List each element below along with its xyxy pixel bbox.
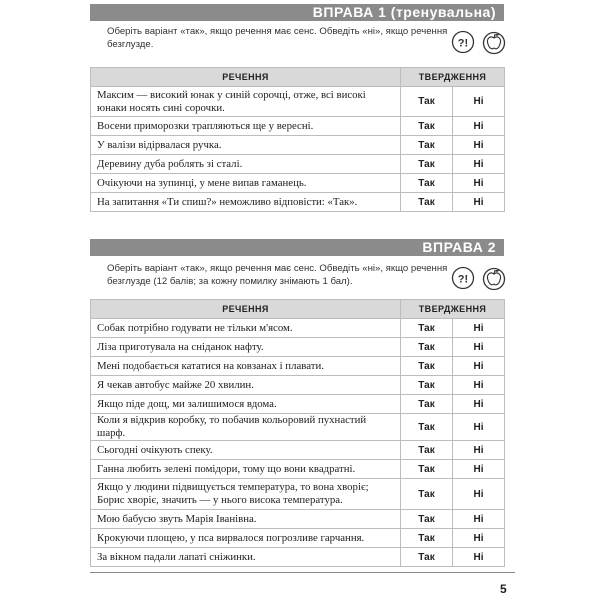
option-no[interactable]: Ні bbox=[453, 174, 505, 193]
sentence-cell: За вікном падали лапаті сніжинки. bbox=[91, 548, 401, 567]
sentence-cell: Деревину дуба роблять зі сталі. bbox=[91, 155, 401, 174]
option-yes[interactable]: Так bbox=[401, 441, 453, 460]
table-row bbox=[91, 548, 505, 567]
option-no[interactable]: Ні bbox=[453, 510, 505, 529]
table-row bbox=[91, 460, 505, 479]
table-row bbox=[91, 117, 505, 136]
table-row bbox=[91, 319, 505, 338]
option-yes[interactable]: Так bbox=[401, 548, 453, 567]
option-yes[interactable]: Так bbox=[401, 174, 453, 193]
option-no[interactable]: Ні bbox=[453, 441, 505, 460]
question-exclamation-icon bbox=[453, 32, 474, 53]
table-row bbox=[91, 529, 505, 548]
sentence-cell: Ліза приготувала на сніданок нафту. bbox=[91, 338, 401, 357]
question-exclamation-icon bbox=[453, 268, 474, 289]
option-no[interactable]: Ні bbox=[453, 376, 505, 395]
option-no[interactable]: Ні bbox=[453, 136, 505, 155]
sentence-cell: У валізи відірвалася ручка. bbox=[91, 136, 401, 155]
exercise-2-table bbox=[90, 299, 505, 567]
table-row bbox=[91, 136, 505, 155]
option-yes[interactable]: Так bbox=[401, 193, 453, 212]
column-header-sentence: РЕЧЕННЯ bbox=[91, 300, 401, 319]
sentence-cell: Ганна любить зелені помідори, тому що вони квадратні. bbox=[91, 460, 401, 479]
sentence-cell: Сьогодні очікують спеку. bbox=[91, 441, 401, 460]
option-yes[interactable]: Так bbox=[401, 155, 453, 174]
apple-icon bbox=[484, 33, 505, 54]
exercise-1-table bbox=[90, 67, 505, 212]
option-yes[interactable]: Так bbox=[401, 338, 453, 357]
table-row bbox=[91, 376, 505, 395]
exercise-2-title: ВПРАВА 2 bbox=[422, 239, 496, 255]
sentence-cell: Якщо у людини підвищується температура, то вона хворіє; Борис хворіє, значить — у нього висока температура. bbox=[91, 479, 401, 510]
option-yes[interactable]: Так bbox=[401, 376, 453, 395]
sentence-cell: Собак потрібно годувати не тільки м'ясом. bbox=[91, 319, 401, 338]
table-row bbox=[91, 357, 505, 376]
option-no[interactable]: Ні bbox=[453, 357, 505, 376]
option-yes[interactable]: Так bbox=[401, 529, 453, 548]
option-no[interactable]: Ні bbox=[453, 479, 505, 510]
table-row bbox=[91, 338, 505, 357]
sentence-cell: Якщо піде дощ, ми залишимося вдома. bbox=[91, 395, 401, 414]
sentence-cell: Мені подобається кататися на ковзанах і плавати. bbox=[91, 357, 401, 376]
footer-divider bbox=[90, 572, 515, 573]
option-yes[interactable]: Так bbox=[401, 357, 453, 376]
option-no[interactable]: Ні bbox=[453, 193, 505, 212]
exercise-1-title: ВПРАВА 1 (тренувальна) bbox=[312, 4, 496, 20]
option-no[interactable]: Ні bbox=[453, 529, 505, 548]
option-no[interactable]: Ні bbox=[453, 319, 505, 338]
option-no[interactable]: Ні bbox=[453, 395, 505, 414]
exercise-2-instruction: Оберіть варіант «так», якщо речення має сенс. Обведіть «ні», якщо речення безглузде (12 балів; за кожну помилку знімають 1 бал). bbox=[107, 263, 448, 287]
sentence-cell: Очікуючи на зупинці, у мене випав гаманець. bbox=[91, 174, 401, 193]
sentence-cell: Мою бабусю звуть Марія Іванівна. bbox=[91, 510, 401, 529]
option-no[interactable]: Ні bbox=[453, 155, 505, 174]
option-no[interactable]: Ні bbox=[453, 117, 505, 136]
exercise-1-header bbox=[90, 4, 504, 21]
option-yes[interactable]: Так bbox=[401, 136, 453, 155]
exercise-2-icons bbox=[451, 265, 511, 291]
option-no[interactable]: Ні bbox=[453, 338, 505, 357]
apple-icon bbox=[484, 269, 505, 290]
option-yes[interactable]: Так bbox=[401, 395, 453, 414]
option-no[interactable]: Ні bbox=[453, 548, 505, 567]
table-row bbox=[91, 441, 505, 460]
sentence-cell: Крокуючи площею, у пса вирвалося погрозливе гарчання. bbox=[91, 529, 401, 548]
exercise-2-header bbox=[90, 239, 504, 256]
option-yes[interactable]: Так bbox=[401, 479, 453, 510]
option-yes[interactable]: Так bbox=[401, 510, 453, 529]
table-row bbox=[91, 479, 505, 510]
column-header-sentence: РЕЧЕННЯ bbox=[91, 68, 401, 87]
option-no[interactable]: Ні bbox=[453, 87, 505, 117]
sentence-cell: На запитання «Ти спиш?» неможливо відповісти: «Так». bbox=[91, 193, 401, 212]
option-no[interactable]: Ні bbox=[453, 460, 505, 479]
table-row bbox=[91, 414, 505, 441]
page-number: 5 bbox=[500, 582, 507, 596]
sentence-cell: Коли я відкрив коробку, то побачив кольоровий пухнастий шарф. bbox=[91, 414, 401, 441]
sentence-cell: Я чекав автобус майже 20 хвилин. bbox=[91, 376, 401, 395]
column-header-statement: ТВЕРДЖЕННЯ bbox=[401, 300, 505, 319]
table-row bbox=[91, 395, 505, 414]
column-header-statement: ТВЕРДЖЕННЯ bbox=[401, 68, 505, 87]
table-row bbox=[91, 87, 505, 117]
sentence-cell: Максим — високий юнак у синій сорочці, отже, всі високі юнаки носять сині сорочки. bbox=[91, 87, 401, 117]
option-no[interactable]: Ні bbox=[453, 414, 505, 441]
option-yes[interactable]: Так bbox=[401, 87, 453, 117]
svg-text:?!: ?! bbox=[457, 37, 469, 50]
exercise-1-icons bbox=[451, 29, 511, 55]
table-row bbox=[91, 174, 505, 193]
exercise-1-instruction: Оберіть варіант «так», якщо речення має сенс. Обведіть «ні», якщо речення безглузде. bbox=[107, 26, 448, 50]
option-yes[interactable]: Так bbox=[401, 414, 453, 441]
table-row bbox=[91, 193, 505, 212]
sentence-cell: Восени приморозки трапляються ще у вересні. bbox=[91, 117, 401, 136]
option-yes[interactable]: Так bbox=[401, 117, 453, 136]
table-row bbox=[91, 155, 505, 174]
svg-text:?!: ?! bbox=[457, 273, 469, 286]
option-yes[interactable]: Так bbox=[401, 319, 453, 338]
table-row bbox=[91, 510, 505, 529]
option-yes[interactable]: Так bbox=[401, 460, 453, 479]
